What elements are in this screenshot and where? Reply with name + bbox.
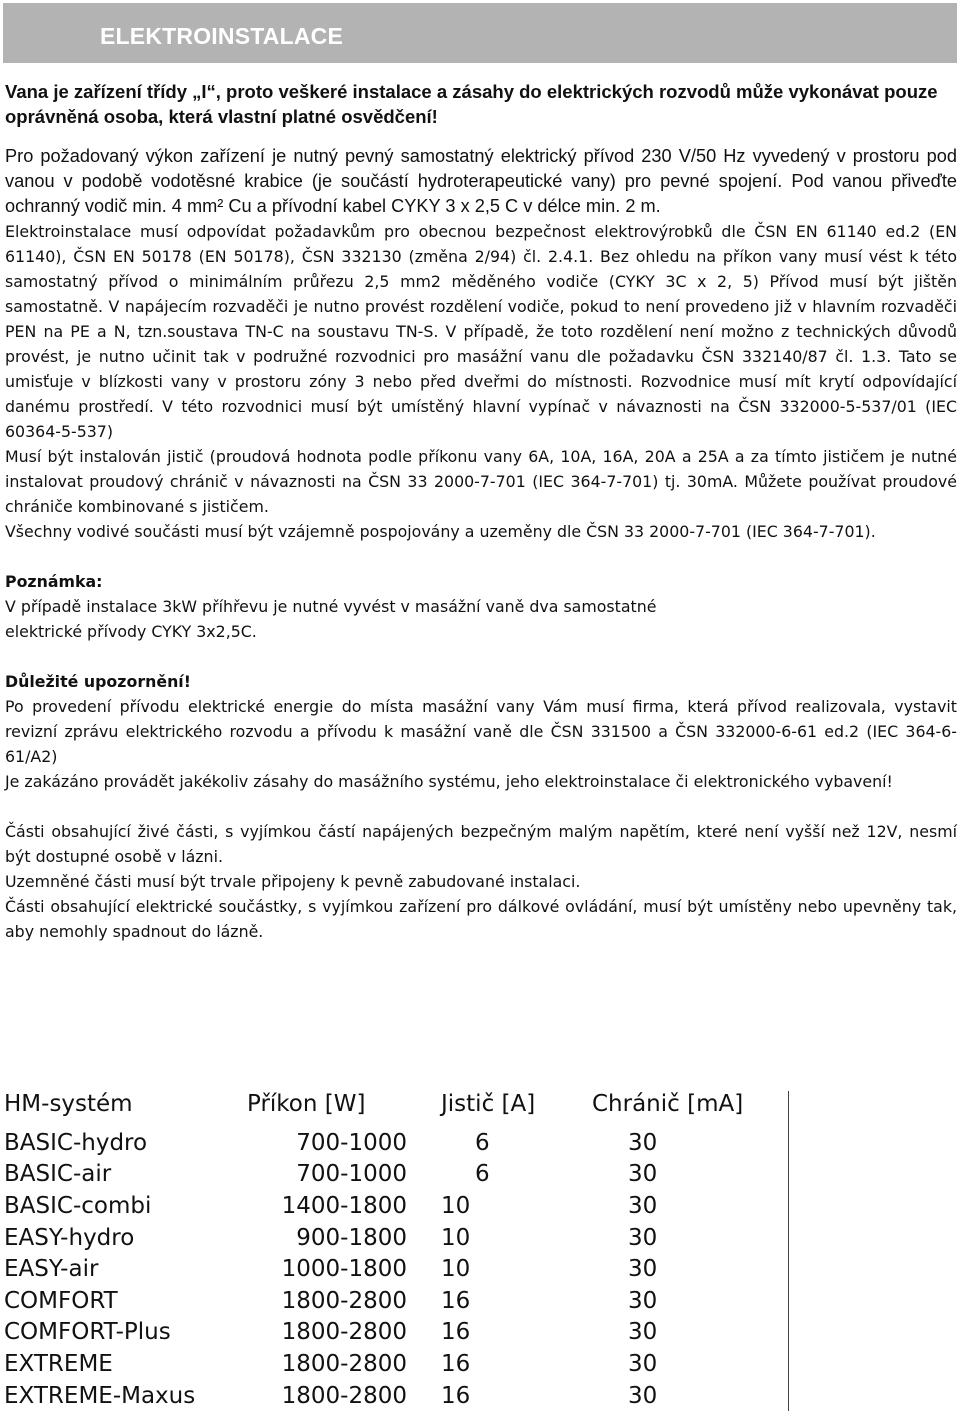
table-cell-power: 900-1800 bbox=[296, 1224, 407, 1251]
table-cell-power: 700-1000 bbox=[296, 1129, 407, 1156]
table-cell-rcd: 30 bbox=[592, 1285, 789, 1317]
table-cell-rcd: 30 bbox=[592, 1190, 789, 1222]
table-cell-power: 1800-2800 bbox=[281, 1287, 407, 1314]
table-row bbox=[4, 1380, 789, 1412]
table-row bbox=[4, 1285, 789, 1317]
note-line-2: elektrické přívody CYKY 3x2,5C. bbox=[5, 622, 257, 641]
section-title: ELEKTROINSTALACE bbox=[100, 23, 343, 49]
warning-paragraph-prohibition: Je zakázáno provádět jakékoliv zásahy do masážního systému, jeho elektroinstalace či elektronického vybavení! bbox=[5, 772, 893, 791]
paragraph-requirements: Elektroinstalace musí odpovídat požadavkům pro obecnou bezpečnost elektrovýrobků dle ČSN EN 61140 ed.2 (EN 61140), ČSN EN 50178 (EN 50178), ČSN 332130 (změna 2/94) čl. 2.4.1. Bez ohledu na příkon vany musí vést k této samostatný přívod o minimálním průřezu 2,5 mm2 měděného vodiče (CYKY 3C x 2, 5) Přívod musí být jištěn samostatně. V napájecím rozvaděči je nutno provést rozdělení vodiče, pokud to není provedeno již v hlavním rozvaděči PEN na PE a N, tzn.soustava TN-C na soustavu TN-S. V případě, že toto rozdělení není možno z technických důvodů provést, je nutno učinit tak v podružné rozvodnici pro masážní vanu dle požadavku ČSN 332140/87 čl. 1.3. Tato se umisťuje v blízkosti vany v prostoru zóny 3 nebo před dveřmi do místnosti. Rozvodnice musí mít krytí odpovídající danému prostředí. V této rozvodnici musí být umístěný hlavní vypínač v návaznosti na ČSN 332000-5-537/01 (IEC 60364-5-537) bbox=[5, 222, 957, 441]
table-cell-power: 1800-2800 bbox=[281, 1382, 407, 1409]
table-cell-rcd: 30 bbox=[592, 1317, 789, 1349]
table-cell-power: 700-1000 bbox=[296, 1161, 407, 1188]
table-row bbox=[4, 1348, 789, 1380]
table-cell-system: EXTREME-Maxus bbox=[4, 1382, 196, 1409]
system-table bbox=[4, 1091, 789, 1411]
table-row bbox=[4, 1127, 789, 1159]
table-cell-breaker: 6 bbox=[475, 1161, 490, 1188]
table-cell-rcd: 30 bbox=[592, 1348, 789, 1380]
table-cell-breaker: 6 bbox=[475, 1129, 490, 1156]
note-heading: Poznámka: bbox=[5, 572, 103, 591]
table-cell-rcd: 30 bbox=[592, 1127, 789, 1159]
table-row bbox=[4, 1222, 789, 1254]
table-cell-rcd: 30 bbox=[592, 1159, 789, 1191]
table-cell-rcd: 30 bbox=[592, 1222, 789, 1254]
safety-paragraph-live-parts: Části obsahující živé části, s vyjímkou částí napájených bezpečným malým napětím, které není vyšší než 12V, nesmí být dostupné osobě v lázni. bbox=[5, 822, 957, 866]
main-text bbox=[5, 144, 957, 944]
table-cell-breaker: 16 bbox=[441, 1382, 471, 1409]
table-cell-system: EASY-air bbox=[4, 1256, 99, 1283]
section-header-bar bbox=[3, 3, 957, 63]
table-cell-system: EXTREME bbox=[4, 1350, 113, 1377]
table-header-system: HM-systém bbox=[4, 1091, 133, 1117]
table-cell-breaker: 10 bbox=[441, 1256, 471, 1283]
table-header-rcd: Chránič [mA] bbox=[592, 1091, 789, 1127]
safety-paragraph-components: Části obsahující elektrické součástky, s vyjímkou zařízení pro dálkové ovládání, musí být umístěny nebo upevněny tak, aby nemohly spadnout do lázně. bbox=[5, 897, 957, 941]
table-cell-rcd: 30 bbox=[592, 1380, 789, 1412]
table-cell-system: EASY-hydro bbox=[4, 1224, 135, 1251]
table-cell-breaker: 16 bbox=[441, 1350, 471, 1377]
table-cell-breaker: 16 bbox=[441, 1287, 471, 1314]
intro-warning: Vana je zařízení třídy „I“, proto veškeré instalace a zásahy do elektrických rozvodů může vykonávat pouze oprávněná osoba, která vlastní platné osvědčení! bbox=[5, 81, 938, 127]
table-header-breaker: Jistič [A] bbox=[441, 1091, 536, 1117]
table-cell-system: BASIC-air bbox=[4, 1161, 112, 1188]
table-cell-power: 1400-1800 bbox=[281, 1192, 407, 1219]
table-row bbox=[4, 1317, 789, 1349]
table-cell-system: COMFORT-Plus bbox=[4, 1319, 171, 1346]
table-row bbox=[4, 1253, 789, 1285]
paragraph-breaker: Musí být instalován jistič (proudová hodnota podle příkonu vany 6A, 10A, 16A, 20A a 25A a za tímto jističem je nutné instalovat proudový chránič v návaznosti na ČSN 33 2000-7-701 (IEC 364-7-701) tj. 30mA. Můžete používat proudové chrániče kombinované s jističem. bbox=[5, 447, 957, 516]
table-cell-power: 1000-1800 bbox=[281, 1256, 407, 1283]
table-cell-rcd: 30 bbox=[592, 1253, 789, 1285]
table-cell-power: 1800-2800 bbox=[281, 1319, 407, 1346]
paragraph-supply: Pro požadovaný výkon zařízení je nutný pevný samostatný elektrický přívod 230 V/50 Hz vyvedený v prostoru pod vanou v podobě vodotěsné krabice (je součástí hydroterapeutické vany) pro pevné spojení. Pod vanou přiveďte ochranný vodič min. 4 mm² Cu a přívodní kabel CYKY 3 x 2,5 C v délce min. 2 m. bbox=[5, 146, 957, 216]
table-row bbox=[4, 1190, 789, 1222]
warning-paragraph-revision: Po provedení přívodu elektrické energie do místa masážní vany Vám musí firma, která přívod realizovala, vystavit revizní zprávu elektrického rozvodu a přívodu k masážní vaně dle ČSN 331500 a ČSN 332000-6-61 ed.2 (IEC 364-6-61/A2) bbox=[5, 697, 957, 766]
warning-heading: Důležité upozornění! bbox=[5, 672, 191, 691]
table-cell-system: COMFORT bbox=[4, 1287, 118, 1314]
table-header-power: Příkon [W] bbox=[247, 1091, 366, 1117]
table-cell-power: 1800-2800 bbox=[281, 1350, 407, 1377]
table-cell-system: BASIC-hydro bbox=[4, 1129, 148, 1156]
table-cell-breaker: 16 bbox=[441, 1319, 471, 1346]
safety-paragraph-grounding: Uzemněné části musí být trvale připojeny k pevně zabudované instalaci. bbox=[5, 872, 581, 891]
table-cell-system: BASIC-combi bbox=[4, 1192, 152, 1219]
table-row bbox=[4, 1159, 789, 1191]
table-cell-breaker: 10 bbox=[441, 1224, 471, 1251]
table-header-row bbox=[4, 1091, 789, 1127]
note-line-1: V případě instalace 3kW příhřevu je nutné vyvést v masážní vaně dva samostatné bbox=[5, 597, 657, 616]
paragraph-bonding: Všechny vodivé součásti musí být vzájemně pospojovány a uzeměny dle ČSN 33 2000-7-701 (IEC 364-7-701). bbox=[5, 522, 876, 541]
table-cell-breaker: 10 bbox=[441, 1192, 471, 1219]
